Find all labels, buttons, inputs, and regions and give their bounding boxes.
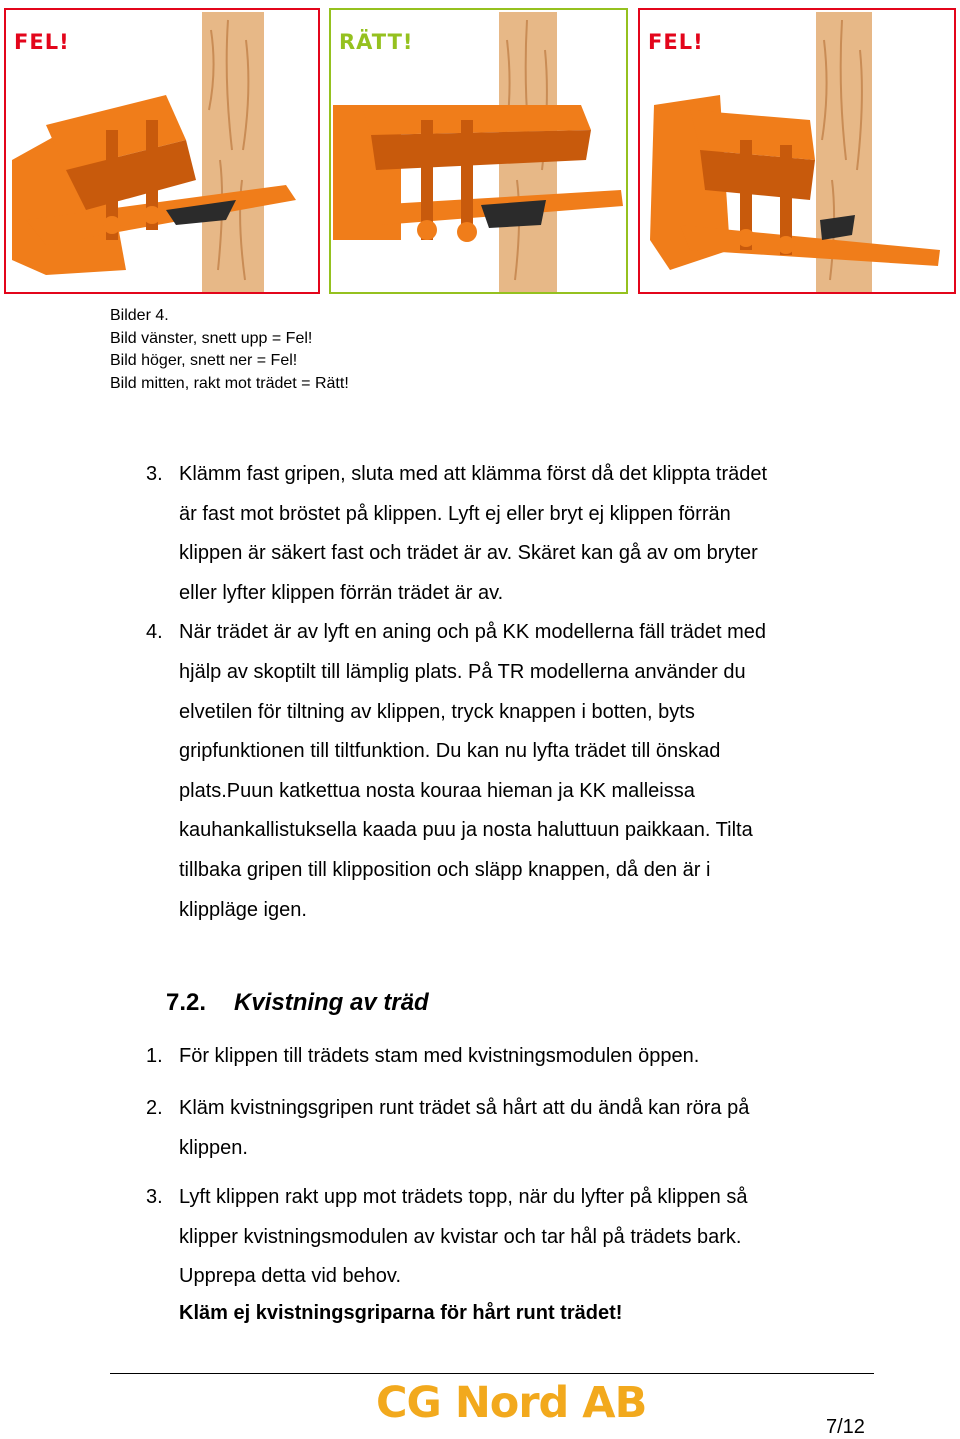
item-number: 3. [146, 463, 163, 485]
verdict-label: FEL! [648, 30, 704, 54]
list-item [146, 1088, 866, 1168]
item-line: När trädet är av lyft en aning och på KK modellerna fäll trädet med [179, 621, 766, 644]
caption-line: Bild vänster, snett upp = Fel! [110, 329, 313, 347]
item-number: 4. [146, 621, 163, 644]
section-step [146, 1042, 866, 1070]
item-line: hjälp av skoptilt till lämplig plats. På TR modellerna använder du [179, 660, 746, 683]
warning-text: Kläm ej kvistningsgriparna för hårt runt trädet! [179, 1302, 623, 1324]
item-line: tillbaka gripen till klipposition och släpp knappen, då den är i [179, 858, 711, 881]
list-item [146, 1178, 866, 1297]
item-line: Upprepa detta vid behov. [179, 1265, 402, 1288]
item-number: 2. [146, 1097, 163, 1119]
caption-line: Bild mitten, rakt mot trädet = Rätt! [110, 374, 349, 392]
section-number: 7.2. [166, 989, 207, 1016]
section-step [146, 1178, 866, 1297]
caption-line: Bilder 4. [110, 307, 169, 324]
page-number: 7/12 [826, 1416, 865, 1438]
figure-caption [110, 305, 349, 395]
list-item [146, 613, 866, 930]
item-line: plats.Puun katkettua nosta kouraa hieman ja KK malleissa [179, 779, 695, 802]
item-line: är fast mot bröstet på klippen. Lyft ej eller bryt ej klippen förrän [179, 502, 731, 525]
section-title: Kvistning av träd [234, 989, 429, 1016]
image-panel-right [638, 8, 956, 294]
list-item [146, 1042, 866, 1070]
caption-line: Bild höger, snett ner = Fel! [110, 352, 298, 369]
item-line: gripfunktionen till tiltfunktion. Du kan nu lyfta trädet till önskad [179, 740, 721, 763]
item-line: elvetilen för tiltning av klippen, tryck knappen i botten, byts [179, 700, 695, 723]
item-line: Kläm kvistningsgripen runt trädet så hårt att du ändå kan röra på [179, 1097, 750, 1119]
item-line: Lyft klippen rakt upp mot trädets topp, när du lyfter på klippen så [179, 1186, 748, 1208]
section-step [146, 1088, 866, 1168]
item-number: 3. [146, 1186, 163, 1208]
item-line: eller lyfter klippen förrän trädet är av. [179, 581, 504, 604]
item-line: kauhankallistuksella kaada puu ja nosta haluttuun paikkaan. Tilta [179, 819, 753, 842]
item-number: 1. [146, 1045, 163, 1067]
instruction-list-top [146, 455, 866, 930]
image-panel-middle [329, 8, 628, 294]
verdict-label: FEL! [14, 30, 70, 54]
company-logo: CG Nord AB [376, 1378, 647, 1428]
item-line: klippen. [179, 1137, 248, 1159]
section-heading [166, 989, 429, 1017]
list-item [146, 455, 866, 613]
item-line: klippen är säkert fast och trädet är av. Skäret kan gå av om bryter [179, 542, 758, 565]
image-panel-left [4, 8, 320, 294]
verdict-label: RÄTT! [339, 30, 414, 54]
item-line: klipper kvistningsmodulen av kvistar och tar hål på trädets bark. [179, 1225, 742, 1248]
footer-divider [110, 1373, 874, 1374]
item-line: För klippen till trädets stam med kvistningsmodulen öppen. [179, 1045, 700, 1067]
item-line: Klämm fast gripen, sluta med att klämma först då det klippta trädet [179, 463, 768, 485]
item-line: klippläge igen. [179, 898, 307, 921]
